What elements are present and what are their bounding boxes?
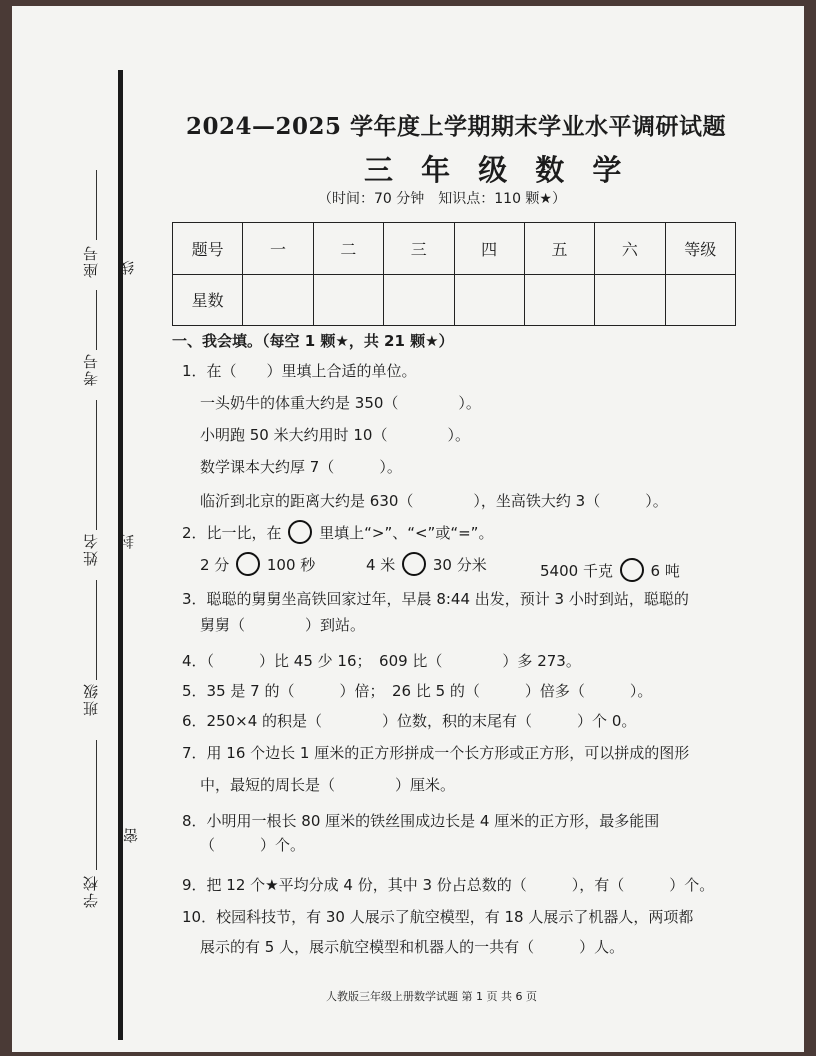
- question-10-line-1: 10．校园科技节，有 30 人展示了航空模型，有 18 人展示了机器人，两项都: [182, 908, 694, 926]
- compare-right: 100 秒: [266, 556, 316, 574]
- score-table-col-1: 一: [243, 223, 313, 275]
- question-4: 4．（ ）比 45 少 16； 609 比（ ）多 273。: [182, 652, 581, 670]
- school-blank[interactable]: [96, 740, 97, 870]
- compare-left: 5400 千克: [540, 562, 613, 580]
- score-table-col-3: 三: [384, 223, 454, 275]
- question-9: 9．把 12 个★平均分成 4 份，其中 3 份占总数的（ ），有（ ）个。: [182, 876, 715, 894]
- binding-mark-line: 线: [118, 258, 136, 275]
- field-school: 学校: [82, 874, 100, 908]
- question-3-line-2: 舅舅（ ）到站。: [200, 616, 366, 634]
- score-table-col-5: 五: [524, 223, 594, 275]
- question-2-suffix: 里填上“>”、“<”或“=”。: [319, 524, 494, 542]
- score-table: [172, 222, 736, 326]
- binding-mark-secret: 密: [122, 826, 140, 843]
- binding-mark-seal: 封: [118, 532, 136, 549]
- question-2: [182, 520, 493, 544]
- section-heading: 一、我会填。（每空 1 颗★，共 21 颗★）: [172, 332, 454, 350]
- question-10-line-2: 展示的有 5 人，展示航空模型和机器人的一共有（ ）人。: [200, 938, 625, 956]
- question-2-c: [540, 558, 680, 582]
- score-table-col-2: 二: [313, 223, 383, 275]
- page-footer: 人教版三年级上册数学试题 第 1 页 共 6 页: [326, 990, 537, 1003]
- question-7-line-1: 7．用 16 个边长 1 厘米的正方形拼成一个长方形或正方形，可以拼成的图形: [182, 744, 690, 762]
- score-table-grade-label: 等级: [665, 223, 735, 275]
- question-1: 1．在（ ）里填上合适的单位。: [182, 362, 417, 380]
- class-blank[interactable]: [96, 580, 97, 680]
- score-table-col-4: 四: [454, 223, 524, 275]
- exam-number-blank[interactable]: [96, 290, 97, 350]
- question-3-line-1: 3．聪聪的舅舅坐高铁回家过年，早晨 8:44 出发，预计 3 小时到站，聪聪的: [182, 590, 689, 608]
- answer-circle[interactable]: [402, 552, 426, 576]
- compare-left: 4 米: [366, 556, 396, 574]
- score-table-col-6: 六: [595, 223, 665, 275]
- answer-circle[interactable]: [236, 552, 260, 576]
- question-2-b: [366, 552, 487, 576]
- field-seat-number: 座号: [82, 244, 100, 278]
- compare-left: 2 分: [200, 556, 230, 574]
- score-cell-grade[interactable]: [665, 274, 735, 326]
- question-6: 6．250×4 的积是（ ）位数，积的末尾有（ ）个 0。: [182, 712, 637, 730]
- question-1-d: 临沂到北京的距离大约是 630（ ），坐高铁大约 3（ ）。: [200, 492, 668, 510]
- question-1-c: 数学课本大约厚 7（ ）。: [200, 458, 402, 476]
- field-name: 姓名: [82, 532, 100, 566]
- question-2-a: [200, 552, 315, 576]
- seat-blank[interactable]: [96, 170, 97, 240]
- question-5: 5．35 是 7 的（ ）倍； 26 比 5 的（ ）倍多（ ）。: [182, 682, 653, 700]
- score-table-stars-label: 星数: [173, 274, 243, 326]
- binding-line: [118, 70, 123, 1040]
- question-2-prefix: 2．比一比，在: [182, 524, 282, 542]
- score-cell-4[interactable]: [454, 274, 524, 326]
- score-cell-2[interactable]: [313, 274, 383, 326]
- score-cell-1[interactable]: [243, 274, 313, 326]
- score-table-header-label: 题号: [173, 223, 243, 275]
- name-blank[interactable]: [96, 400, 97, 530]
- question-8-line-2: （ ）个。: [200, 836, 306, 854]
- score-cell-5[interactable]: [524, 274, 594, 326]
- question-7-line-2: 中，最短的周长是（ ）厘米。: [200, 776, 456, 794]
- field-exam-number: 考号: [82, 352, 100, 386]
- question-1-a: 一头奶牛的体重大约是 350（ ）。: [200, 394, 481, 412]
- question-8-line-1: 8．小明用一根长 80 厘米的铁丝围成边长是 4 厘米的正方形，最多能围: [182, 812, 660, 830]
- exam-subtitle: 三 年 级 数 学: [364, 153, 631, 187]
- exam-title: 2024—2025 学年度上学期期末学业水平调研试题: [186, 113, 727, 140]
- exam-info: （时间：70 分钟 知识点：110 颗★）: [318, 191, 566, 207]
- compare-right: 30 分米: [432, 556, 487, 574]
- score-cell-3[interactable]: [384, 274, 454, 326]
- field-class: 班级: [82, 682, 100, 716]
- compare-circle-icon: [288, 520, 312, 544]
- question-1-b: 小明跑 50 米大约用时 10（ ）。: [200, 426, 470, 444]
- score-cell-6[interactable]: [595, 274, 665, 326]
- compare-right: 6 吨: [650, 562, 680, 580]
- answer-circle[interactable]: [620, 558, 644, 582]
